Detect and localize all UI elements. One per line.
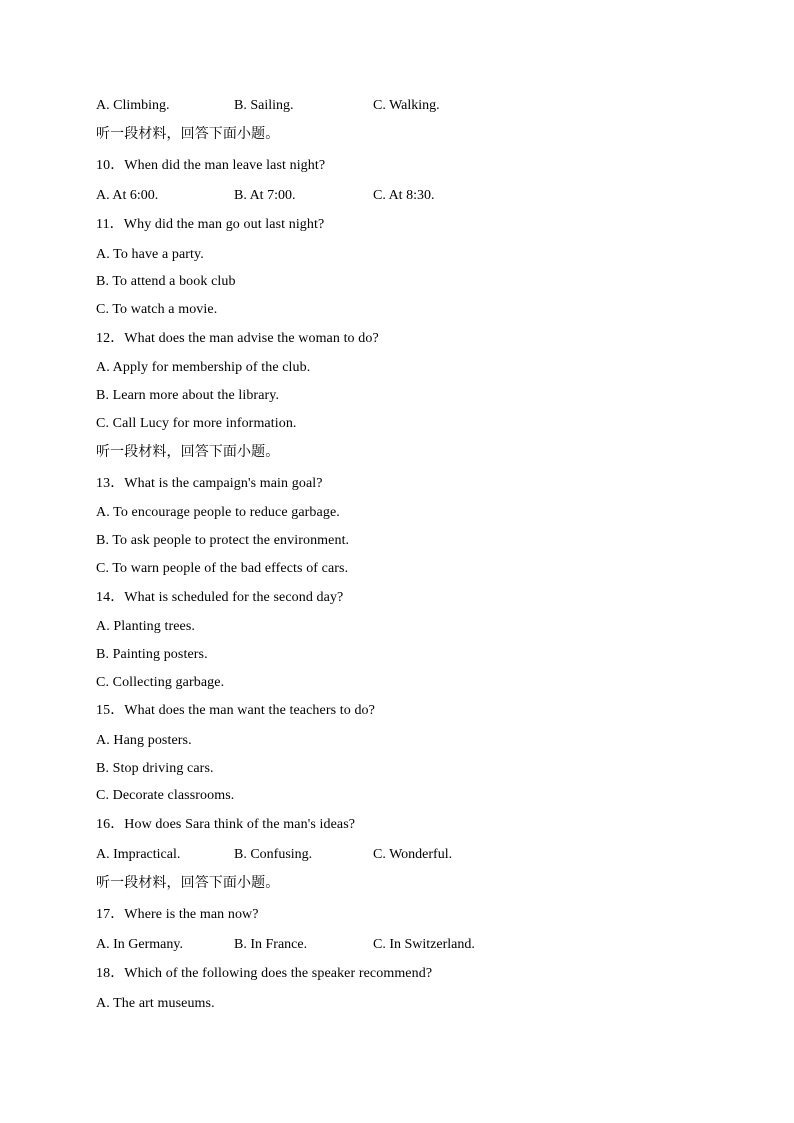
q9-option-c: C. Walking. <box>373 98 440 113</box>
section-intro: 听一段材料，回答下面小题。 <box>96 444 280 460</box>
q17-question: 17．Where is the man now? <box>96 907 259 922</box>
q18-option-a: A. The art museums. <box>96 996 215 1011</box>
q12-option-a: A. Apply for membership of the club. <box>96 360 311 375</box>
q14-option-a: A. Planting trees. <box>96 619 196 634</box>
q16-option-b: B. Confusing. <box>234 847 313 862</box>
q13-option-c: C. To warn people of the bad effects of cars. <box>96 561 349 576</box>
q10-option-a: A. At 6:00. <box>96 188 159 203</box>
q14-option-c: C. Collecting garbage. <box>96 675 225 690</box>
section-intro: 听一段材料，回答下面小题。 <box>96 126 280 142</box>
q17-option-c: C. In Switzerland. <box>373 937 475 952</box>
q15-option-c: C. Decorate classrooms. <box>96 788 235 803</box>
q18-question: 18．Which of the following does the speaker recommend? <box>96 966 433 981</box>
q14-question: 14．What is scheduled for the second day? <box>96 590 344 605</box>
q12-option-c: C. Call Lucy for more information. <box>96 416 297 431</box>
q16-options <box>96 846 696 864</box>
section-intro: 听一段材料，回答下面小题。 <box>96 875 280 891</box>
q9-options <box>96 97 696 115</box>
q11-option-b: B. To attend a book club <box>96 274 236 289</box>
q13-option-a: A. To encourage people to reduce garbage. <box>96 505 340 520</box>
q9-option-a: A. Climbing. <box>96 98 170 113</box>
q11-question: 11．Why did the man go out last night? <box>96 217 325 232</box>
q16-question: 16．How does Sara think of the man's ideas? <box>96 817 356 832</box>
q10-question: 10．When did the man leave last night? <box>96 158 326 173</box>
q13-option-b: B. To ask people to protect the environment. <box>96 533 350 548</box>
q12-question: 12．What does the man advise the woman to do? <box>96 331 379 346</box>
q10-option-b: B. At 7:00. <box>234 188 296 203</box>
q14-option-b: B. Painting posters. <box>96 647 208 662</box>
q11-option-a: A. To have a party. <box>96 247 204 262</box>
q13-question: 13．What is the campaign's main goal? <box>96 476 323 491</box>
q9-option-b: B. Sailing. <box>234 98 294 113</box>
q17-options <box>96 936 696 954</box>
q15-option-b: B. Stop driving cars. <box>96 761 214 776</box>
q17-option-b: B. In France. <box>234 937 308 952</box>
q10-option-c: C. At 8:30. <box>373 188 435 203</box>
q16-option-a: A. Impractical. <box>96 847 181 862</box>
q12-option-b: B. Learn more about the library. <box>96 388 280 403</box>
q10-options <box>96 187 696 205</box>
q11-option-c: C. To watch a movie. <box>96 302 218 317</box>
q15-question: 15．What does the man want the teachers to do? <box>96 703 375 718</box>
q15-option-a: A. Hang posters. <box>96 733 192 748</box>
q17-option-a: A. In Germany. <box>96 937 183 952</box>
q16-option-c: C. Wonderful. <box>373 847 453 862</box>
